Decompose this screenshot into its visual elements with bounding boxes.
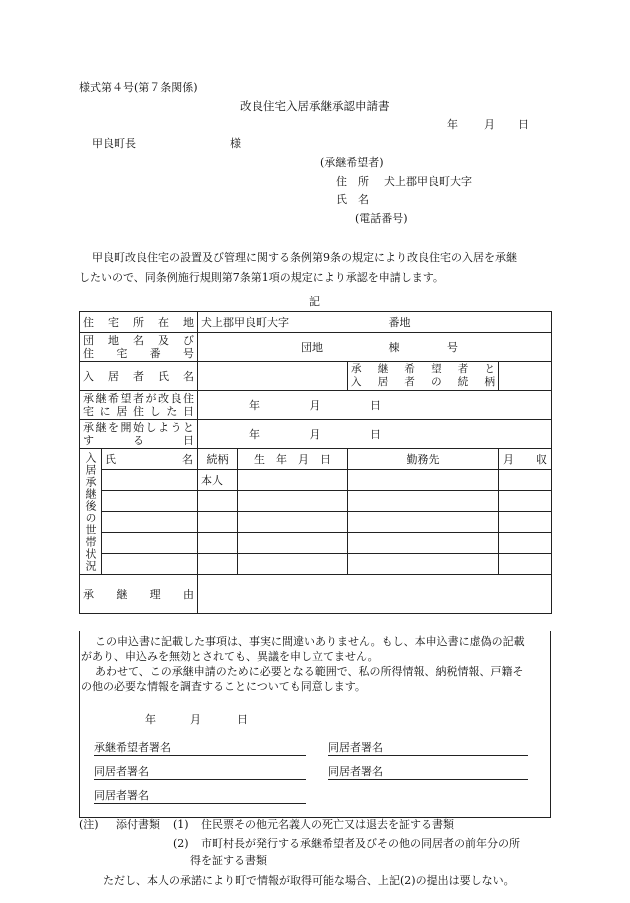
applicant-signature-line[interactable]: 承継希望者署名 <box>94 741 306 756</box>
relation-cell[interactable] <box>499 362 552 391</box>
note-item2-line1: 市町村長が発行する承継希望者及びその他の同居者の前年分の所 <box>201 837 520 850</box>
declaration-line-2: があり、申込みを無効とされても、異議を申し立てません。 <box>81 650 379 663</box>
address-cell[interactable] <box>198 312 552 333</box>
declaration-line-1: この申込書に記載した事項は、事実に間違いありません。もし、本申込書に虚偽の記載 <box>95 635 525 648</box>
start-month: 月 <box>309 427 321 441</box>
applicant-name-label: 氏 名 <box>336 193 369 206</box>
address-prefix: 犬上郡甲良町大字 <box>201 315 289 329</box>
hh-col-income: 月 収 <box>499 449 552 470</box>
resident-label: 入居者氏名 <box>80 362 198 391</box>
declaration-line-4: の他の必要な情報を調査することについても同意します。 <box>81 680 366 693</box>
household-label: 入居承継後の世帯状況 <box>80 449 102 575</box>
hh-work-cell[interactable] <box>348 533 499 554</box>
complex-to: 棟 <box>388 340 400 354</box>
ki-heading: 記 <box>309 295 320 308</box>
date-month: 月 <box>484 118 495 131</box>
row-resident <box>80 362 552 391</box>
cohabitant-signature-line-3[interactable]: 同居者署名 <box>328 765 528 780</box>
reason-label: 承継理由 <box>80 575 198 614</box>
addressee-name: 甲良町長 <box>92 137 136 150</box>
hh-col-relation: 続柄 <box>198 449 238 470</box>
complex-danchi: 団地 <box>301 340 323 354</box>
sign-year: 年 <box>145 713 156 726</box>
hh-birth-cell[interactable] <box>238 533 348 554</box>
note-item2-no: (2) <box>173 837 189 850</box>
residing-label-1: 承継希望者が改良住 <box>83 392 194 405</box>
hh-name-cell[interactable] <box>102 491 198 512</box>
hh-income-cell[interactable] <box>499 512 552 533</box>
hh-income-cell[interactable] <box>499 533 552 554</box>
note-label: (注) <box>79 818 99 831</box>
address-label: 住宅所在地 <box>80 312 198 333</box>
hh-col-name <box>102 449 198 470</box>
household-row <box>80 512 552 533</box>
note-docs-label: 添付書類 <box>116 818 160 831</box>
hh-relation-cell[interactable] <box>198 512 238 533</box>
form-number: 様式第４号(第７条関係) <box>79 81 198 94</box>
applicant-phone-label: (電話番号) <box>355 212 408 225</box>
applicant-address-label: 住 所 <box>336 175 369 188</box>
household-row <box>80 491 552 512</box>
applicant-address-value: 犬上郡甲良町大字 <box>384 175 472 188</box>
hh-birth-cell[interactable] <box>238 512 348 533</box>
hh-name-cell[interactable] <box>102 533 198 554</box>
relation-label-2: 入居者の続柄 <box>351 376 495 388</box>
cohabitant-signature-line-1[interactable]: 同居者署名 <box>328 741 528 756</box>
hh-col-name-a: 氏 <box>105 452 116 466</box>
hh-name-cell[interactable] <box>102 554 198 575</box>
start-label-2: する日 <box>83 434 194 447</box>
complex-label-1: 団地名及び <box>83 334 194 347</box>
start-label <box>80 420 198 449</box>
declaration-line-3: あわせて、この承継申請のために必要となる範囲で、私の所得情報、納税情報、戸籍そ <box>95 665 524 678</box>
cohabitant-signature-line-4[interactable]: 同居者署名 <box>94 789 306 804</box>
row-address <box>80 312 552 333</box>
hh-relation-cell[interactable] <box>198 554 238 575</box>
complex-label <box>80 333 198 362</box>
hh-income-cell[interactable] <box>499 470 552 491</box>
addressee-honorific: 様 <box>230 137 241 150</box>
relation-label-1: 承継希望者と <box>351 363 495 375</box>
residing-label <box>80 391 198 420</box>
hh-work-cell[interactable] <box>348 512 499 533</box>
sign-day: 日 <box>237 713 248 726</box>
note-proviso: ただし、本人の承諾により町で情報が取得可能な場合、上記(2)の提出は要しない。 <box>103 874 515 887</box>
residing-year: 年 <box>249 398 260 412</box>
application-table <box>79 311 552 614</box>
date-year: 年 <box>447 118 458 131</box>
form-title: 改良住宅入居承継承認申請書 <box>240 99 390 113</box>
relation-label <box>348 362 499 391</box>
hh-birth-cell[interactable] <box>238 491 348 512</box>
hh-work-cell[interactable] <box>348 470 499 491</box>
hh-col-birth: 生 年 月 日 <box>238 449 348 470</box>
hh-birth-cell[interactable] <box>238 470 348 491</box>
hh-name-cell[interactable] <box>102 512 198 533</box>
row-start-date <box>80 420 552 449</box>
residing-month: 月 <box>309 398 321 412</box>
reason-cell[interactable] <box>198 575 552 614</box>
note-item1: 住民票その他元名義人の死亡又は退去を証する書類 <box>201 818 454 831</box>
start-date-cell[interactable] <box>198 420 552 449</box>
hh-work-cell[interactable] <box>348 491 499 512</box>
residing-date-cell[interactable] <box>198 391 552 420</box>
cohabitant-signature-line-2[interactable]: 同居者署名 <box>94 765 306 780</box>
intro-line-2: したいので、同条例施行規則第7条第1項の規定により承認を申請します。 <box>79 271 444 284</box>
complex-cell[interactable] <box>198 333 552 362</box>
hh-work-cell[interactable] <box>348 554 499 575</box>
household-row <box>80 533 552 554</box>
note-item1-no: (1) <box>173 818 189 831</box>
hh-name-cell[interactable] <box>102 470 198 491</box>
intro-line-1: 甲良町改良住宅の設置及び管理に関する条例第9条の規定により改良住宅の入居を承継 <box>92 251 517 264</box>
hh-relation-cell: 本人 <box>198 470 238 491</box>
address-suffix: 番地 <box>388 315 411 329</box>
hh-col-name-b: 名 <box>182 452 193 466</box>
household-row <box>80 470 552 491</box>
hh-birth-cell[interactable] <box>238 554 348 575</box>
hh-col-work: 勤務先 <box>348 449 499 470</box>
complex-label-2: 住宅番号 <box>83 347 194 360</box>
household-row <box>80 554 552 575</box>
start-label-1: 承継を開始しようと <box>83 421 194 434</box>
complex-go: 号 <box>447 340 458 354</box>
hh-income-cell[interactable] <box>499 554 552 575</box>
hh-income-cell[interactable] <box>499 491 552 512</box>
row-complex <box>80 333 552 362</box>
hh-relation-cell[interactable] <box>198 533 238 554</box>
residing-day: 日 <box>370 398 381 412</box>
start-day: 日 <box>370 427 381 441</box>
start-year: 年 <box>249 427 260 441</box>
row-reason <box>80 575 552 614</box>
household-header-row <box>80 449 552 470</box>
applicant-role: (承継希望者) <box>320 156 384 169</box>
hh-relation-cell[interactable] <box>198 491 238 512</box>
sign-month: 月 <box>190 713 201 726</box>
residing-label-2: 宅に居住した日 <box>83 405 194 418</box>
resident-name-cell[interactable] <box>198 362 348 391</box>
date-day: 日 <box>518 118 529 131</box>
note-item2-line2: 得を証する書類 <box>190 854 267 867</box>
row-residing-date <box>80 391 552 420</box>
